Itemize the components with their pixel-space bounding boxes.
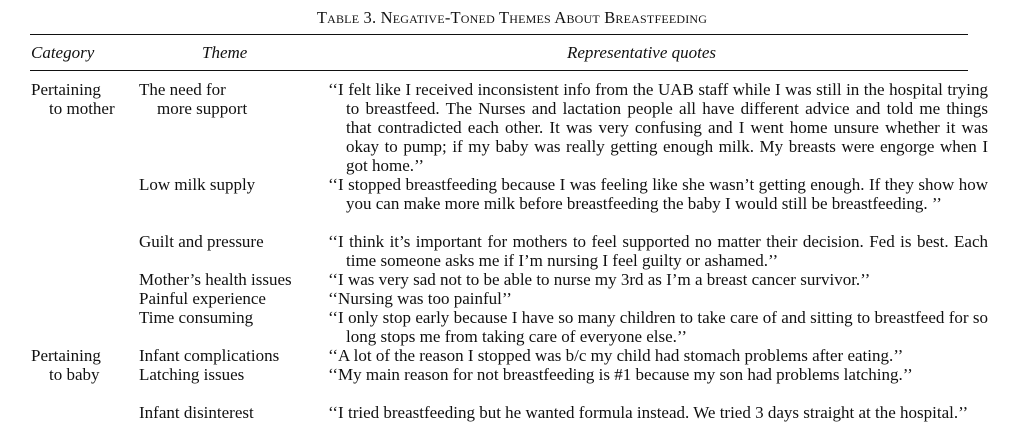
table-caption: Table 3. Negative-Toned Themes About Breastfeeding: [316, 8, 708, 27]
quote-cell: ‘‘My main reason for not breastfeeding is #1 because my son had problems latching.’’: [328, 365, 913, 384]
theme-cell: Latching issues: [139, 365, 245, 384]
category-line1: Pertaining: [31, 346, 101, 365]
category-line2: to mother: [49, 99, 115, 118]
header-category: Category: [31, 43, 95, 62]
category-line2: to baby: [49, 365, 100, 384]
header-quotes: Representative quotes: [567, 43, 717, 62]
quote-cell: ‘‘I felt like I received inconsistent info from the UAB staff while I was still in the hospital trying to breastfeed. The Nurses and lactation people all have different advice and told me things that contradicted each other. It was very confusing and I went home unsure whether it was okay to pump; if my baby was really getting enough milk. My breasts were engorge when I got home.’’: [328, 80, 988, 175]
quote-cell: ‘‘Nursing was too painful’’: [328, 289, 512, 308]
theme-line1: The need for: [139, 80, 226, 99]
quote-cell: ‘‘I was very sad not to be able to nurse my 3rd as I’m a breast cancer survivor.’’: [328, 270, 871, 289]
category-cell: [31, 346, 136, 384]
quote-cell: ‘‘I tried breastfeeding but he wanted formula instead. We tried 3 days straight at the hospital.’’: [328, 403, 969, 422]
header-theme: Theme: [202, 43, 248, 62]
theme-cell: Mother’s health issues: [139, 270, 292, 289]
theme-line2: more support: [157, 99, 248, 118]
quote-cell: ‘‘A lot of the reason I stopped was b/c my child had stomach problems after eating.’’: [328, 346, 904, 365]
theme-cell: Low milk supply: [139, 175, 256, 194]
quote-cell: ‘‘I only stop early because I have so many children to take care of and sitting to breastfeed for so long stops me from taking care of everyone else.’’: [328, 308, 988, 346]
top-rule: [30, 34, 968, 35]
theme-cell: Time consuming: [139, 308, 254, 327]
theme-cell: [139, 80, 324, 118]
header-rule: [30, 70, 968, 71]
category-line1: Pertaining: [31, 80, 101, 99]
theme-cell: Infant complications: [139, 346, 280, 365]
theme-cell: Painful experience: [139, 289, 266, 308]
quote-cell: ‘‘I think it’s important for mothers to feel supported no matter their decision. Fed is best. Each time someone asks me if I’m nursing I feel guilty or ashamed.’’: [328, 232, 988, 270]
quote-cell: ‘‘I stopped breastfeeding because I was feeling like she wasn’t getting enough. If they show how you can make more milk before breastfeeding the baby I would still be breastfeeding. ’’: [328, 175, 988, 213]
category-cell: [31, 80, 136, 118]
theme-cell: Guilt and pressure: [139, 232, 264, 251]
theme-cell: Infant disinterest: [139, 403, 254, 422]
